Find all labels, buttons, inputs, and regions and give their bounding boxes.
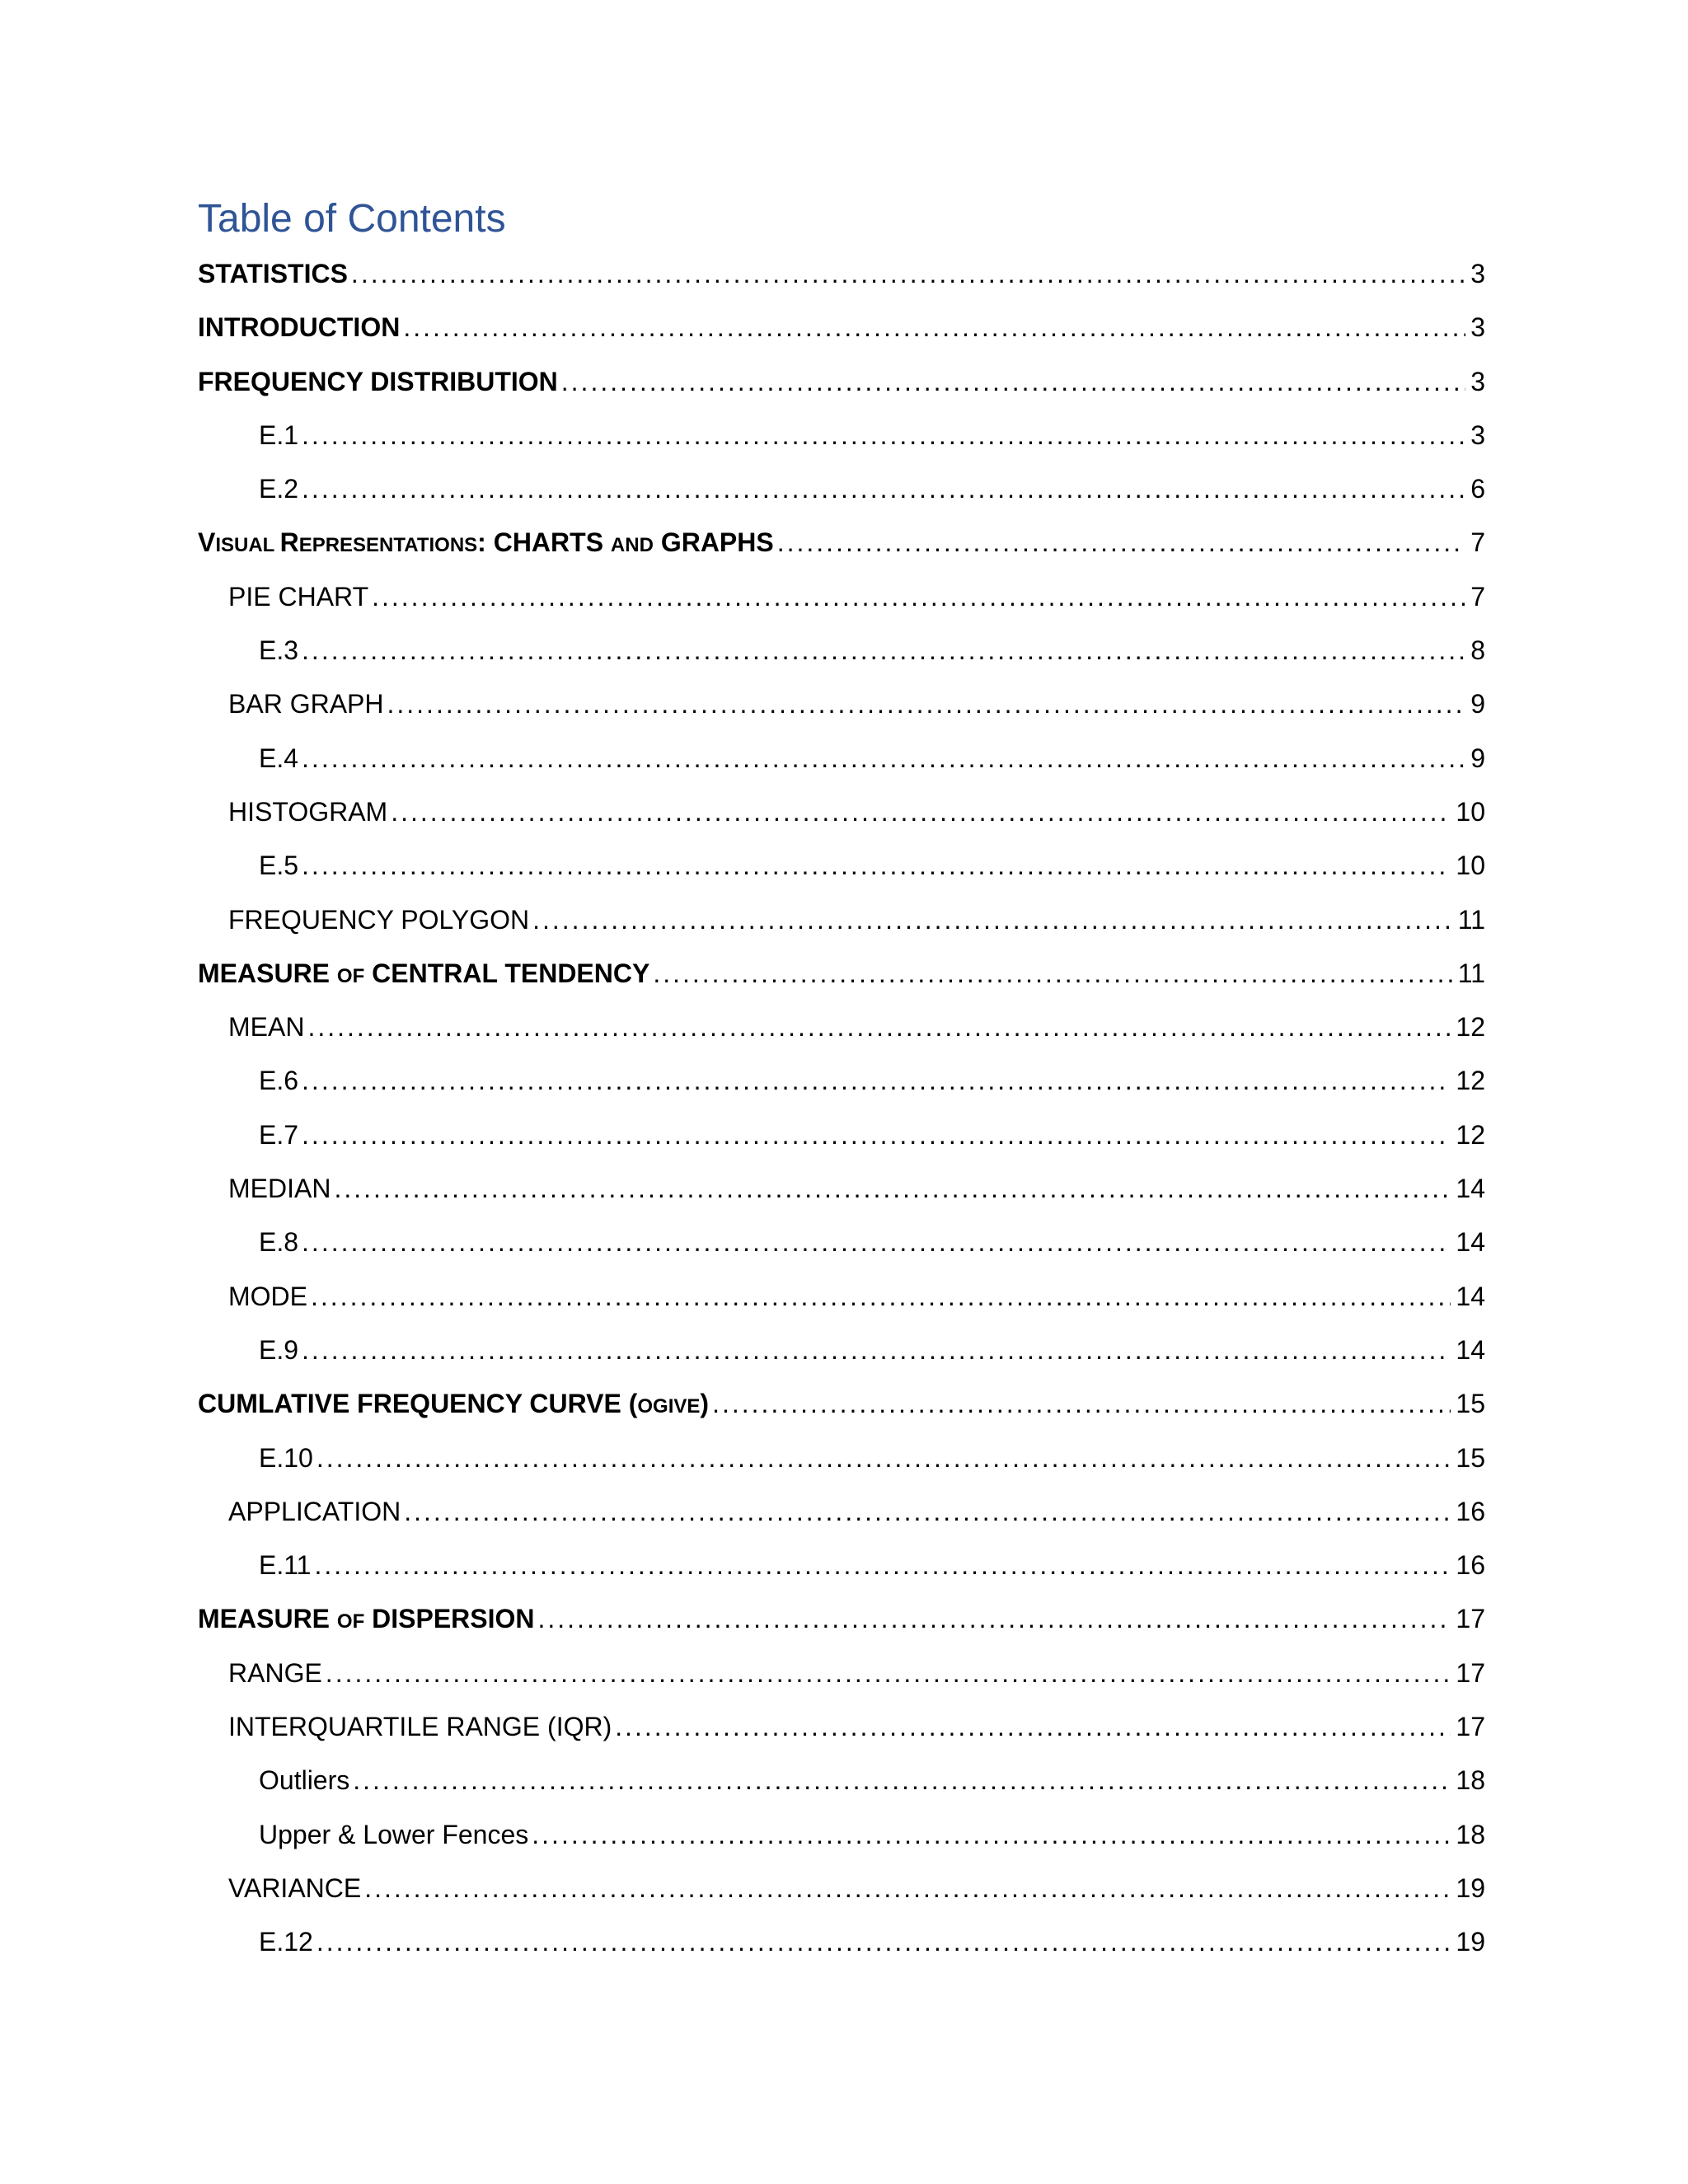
toc-entry-label: E.10 (259, 1442, 313, 1473)
toc-label-part: MEASURE (198, 958, 337, 988)
toc-entry[interactable] (198, 1657, 1485, 1710)
toc-label-part: OF (336, 964, 365, 987)
toc-label-part: MEASURE (198, 1604, 337, 1634)
toc-dot-leader (302, 472, 1465, 505)
toc-dot-leader (353, 1764, 1451, 1797)
toc-entry-label: MODE (228, 1281, 307, 1311)
toc-entry-label: E.9 (259, 1334, 299, 1365)
toc-entry-page: 3 (1470, 419, 1485, 450)
toc-dot-leader (302, 849, 1451, 882)
toc-entry[interactable] (198, 526, 1485, 579)
toc-entry[interactable] (198, 1064, 1485, 1118)
toc-entry[interactable] (198, 687, 1485, 741)
toc-entry[interactable] (198, 1441, 1485, 1495)
toc-entry[interactable] (198, 472, 1485, 526)
toc-entry-page: 16 (1456, 1550, 1485, 1581)
toc-entry[interactable] (198, 365, 1485, 419)
toc-label-part: ) (700, 1389, 710, 1419)
toc-entry-label: STATISTICS (198, 259, 348, 288)
toc-entry-page: 6 (1470, 474, 1485, 504)
toc-entry-page: 11 (1457, 958, 1485, 988)
toc-label-part: OGIVE (637, 1395, 701, 1418)
toc-entry-label: E.7 (259, 1119, 299, 1150)
toc-entry[interactable] (198, 957, 1485, 1010)
toc-label-part: ISUAL (215, 534, 280, 557)
toc-entry[interactable] (198, 1387, 1485, 1441)
toc-entry-page: 15 (1456, 1389, 1485, 1419)
toc-entry[interactable] (198, 1764, 1485, 1817)
toc-entry-page: 7 (1470, 527, 1485, 558)
toc-label-part: : CHARTS (477, 527, 611, 558)
toc-entry-label (198, 1387, 712, 1423)
toc-dot-leader (351, 257, 1465, 290)
toc-entry-label: HISTOGRAM (228, 796, 388, 827)
toc-entry[interactable] (198, 742, 1485, 795)
toc-entry-page: 14 (1456, 1281, 1485, 1311)
toc-entry-page: 16 (1456, 1496, 1485, 1526)
toc-dot-leader (403, 311, 1465, 344)
toc-entry[interactable] (198, 795, 1485, 849)
toc-entry-page: 12 (1456, 1012, 1485, 1043)
toc-dot-leader (391, 795, 1451, 828)
toc-label-part: EPRESENTATIONS (298, 534, 478, 557)
toc-entry[interactable] (198, 1818, 1485, 1872)
toc-entry-label (198, 1602, 538, 1638)
toc-entry-label: INTERQUARTILE RANGE (IQR) (228, 1712, 612, 1742)
toc-dot-leader (712, 1387, 1451, 1420)
toc-entry-page: 8 (1470, 635, 1485, 666)
toc-entry-label: E.11 (259, 1550, 312, 1581)
toc-entry-page: 7 (1470, 581, 1485, 612)
toc-dot-leader (653, 957, 1452, 990)
toc-entry-label: FREQUENCY POLYGON (228, 904, 530, 935)
toc-label-part: CENTRAL TENDENCY (364, 958, 650, 988)
toc-entry-label: E.12 (259, 1927, 313, 1957)
toc-dot-leader (302, 634, 1465, 667)
toc-dot-leader (538, 1602, 1451, 1635)
toc-entry[interactable] (198, 1280, 1485, 1333)
toc-entry[interactable] (198, 1925, 1485, 1979)
toc-entry-label: Upper & Lower Fences (259, 1819, 529, 1849)
toc-dot-leader (302, 1118, 1451, 1151)
toc-dot-leader (561, 365, 1465, 398)
toc-entry-page: 14 (1456, 1174, 1485, 1204)
toc-label-part: GRAPHS (653, 527, 774, 558)
toc-dot-leader (316, 1925, 1451, 1958)
toc-dot-leader (302, 1064, 1451, 1097)
toc-entry[interactable] (198, 634, 1485, 687)
toc-label-part: R (279, 527, 299, 558)
toc-entry[interactable] (198, 1172, 1485, 1226)
toc-dot-leader (326, 1657, 1451, 1690)
toc-dot-leader (302, 1226, 1451, 1258)
toc-list (198, 257, 1485, 1980)
toc-entry-label: E.4 (259, 743, 299, 773)
toc-label-part: CUMLATIVE FREQUENCY CURVE ( (198, 1389, 638, 1419)
toc-entry-label: FREQUENCY DISTRIBUTION (198, 366, 558, 396)
toc-dot-leader (532, 903, 1453, 936)
toc-entry[interactable] (198, 1333, 1485, 1387)
toc-entry-page: 18 (1456, 1819, 1485, 1849)
toc-label-part: AND (610, 534, 654, 557)
toc-entry-label (198, 957, 653, 993)
toc-entry-label: MEDIAN (228, 1174, 331, 1204)
toc-entry[interactable] (198, 1226, 1485, 1279)
toc-entry[interactable] (198, 419, 1485, 472)
toc-entry[interactable] (198, 257, 1485, 311)
toc-dot-leader (311, 1280, 1451, 1313)
toc-entry-page: 14 (1456, 1334, 1485, 1365)
toc-entry-page: 19 (1456, 1872, 1485, 1903)
toc-entry[interactable] (198, 1010, 1485, 1064)
toc-entry-page: 10 (1456, 796, 1485, 827)
toc-entry-page: 19 (1456, 1927, 1485, 1957)
toc-entry-label: INTRODUCTION (198, 312, 401, 343)
toc-entry-label: PIE CHART (228, 581, 369, 612)
toc-entry-page: 3 (1470, 366, 1485, 396)
toc-entry-page: 12 (1456, 1066, 1485, 1096)
toc-label-part: DISPERSION (364, 1604, 535, 1634)
toc-entry-label: E.6 (259, 1066, 299, 1096)
toc-entry-page: 9 (1470, 689, 1485, 719)
toc-entry-label: E.8 (259, 1227, 299, 1258)
toc-dot-leader (364, 1872, 1451, 1905)
toc-dot-leader (316, 1441, 1451, 1474)
toc-entry[interactable] (198, 1549, 1485, 1602)
toc-entry-label: RANGE (228, 1657, 322, 1688)
toc-dot-leader (307, 1010, 1451, 1043)
toc-dot-leader (302, 419, 1465, 452)
toc-dot-leader (302, 1333, 1451, 1366)
toc-entry[interactable] (198, 903, 1485, 957)
toc-entry-page: 9 (1470, 743, 1485, 773)
toc-entry[interactable] (198, 580, 1485, 634)
toc-dot-leader (532, 1818, 1451, 1851)
toc-entry-page: 17 (1456, 1657, 1485, 1688)
toc-dot-leader (404, 1495, 1451, 1528)
toc-dot-leader (302, 742, 1465, 775)
toc-entry-page: 3 (1470, 259, 1485, 288)
toc-dot-leader (314, 1549, 1451, 1582)
toc-entry-label: VARIANCE (228, 1872, 362, 1903)
toc-entry-page: 3 (1470, 312, 1485, 343)
toc-entry-label: APPLICATION (228, 1496, 401, 1526)
toc-entry[interactable] (198, 1118, 1485, 1172)
toc-entry-page: 11 (1457, 904, 1485, 935)
toc-dot-leader (615, 1710, 1451, 1743)
toc-entry-page: 17 (1456, 1712, 1485, 1742)
toc-entry[interactable] (198, 1872, 1485, 1925)
toc-label-part: V (198, 527, 216, 558)
toc-dot-leader (387, 687, 1465, 720)
toc-entry-label: E.3 (259, 635, 299, 666)
toc-label-part: OF (336, 1610, 365, 1633)
toc-entry[interactable] (198, 849, 1485, 902)
toc-entry-label (198, 526, 777, 562)
toc-entry-page: 18 (1456, 1765, 1485, 1796)
toc-dot-leader (372, 580, 1465, 613)
toc-dot-leader (777, 526, 1465, 559)
toc-entry-page: 17 (1456, 1604, 1485, 1634)
toc-entry-label: E.1 (259, 419, 299, 450)
toc-entry-label: E.2 (259, 474, 299, 504)
toc-entry-page: 14 (1456, 1227, 1485, 1258)
toc-entry-page: 15 (1456, 1442, 1485, 1473)
toc-entry[interactable] (198, 1710, 1485, 1764)
toc-entry[interactable] (198, 1602, 1485, 1656)
toc-entry-page: 12 (1456, 1119, 1485, 1150)
toc-dot-leader (334, 1172, 1451, 1205)
toc-entry-label: E.5 (259, 851, 299, 881)
toc-entry-page: 10 (1456, 851, 1485, 881)
toc-entry-label: MEAN (228, 1012, 305, 1043)
toc-entry[interactable] (198, 1495, 1485, 1549)
toc-entry[interactable] (198, 311, 1485, 364)
toc-entry-label: BAR GRAPH (228, 689, 384, 719)
toc-entry-label: Outliers (259, 1765, 350, 1796)
toc-title: Table of Contents (198, 197, 506, 241)
